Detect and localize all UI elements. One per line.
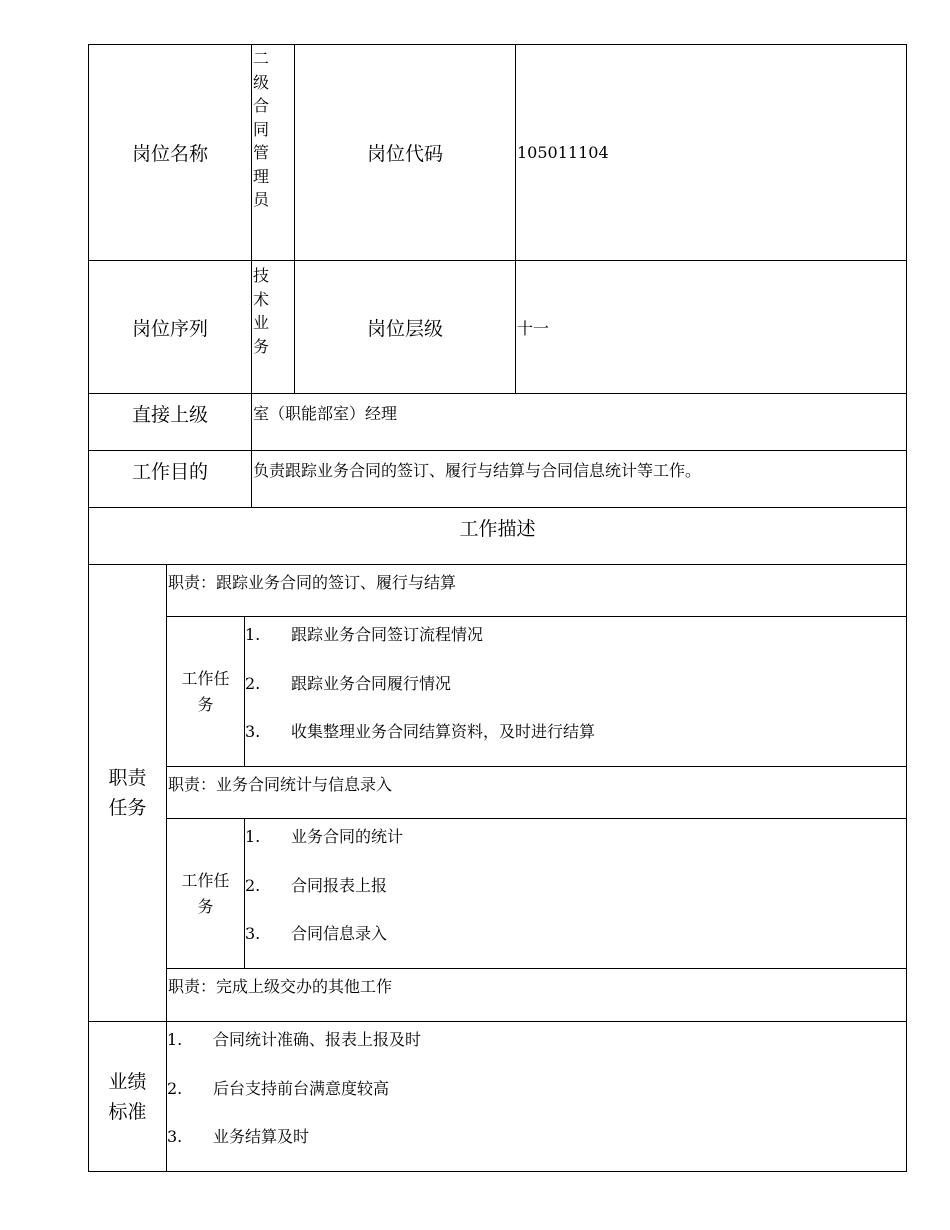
supervisor-label-text: 直接上级 — [131, 404, 208, 426]
list-item — [167, 1027, 421, 1050]
list-item-number: 1. — [245, 827, 261, 846]
list-item — [245, 824, 403, 847]
duty-2-title — [166, 766, 907, 819]
list-item-text: 后台支持前台满意度较高 — [213, 1079, 390, 1098]
performance-label — [88, 1021, 167, 1172]
duties-label-line1: 职责 — [108, 767, 147, 789]
description-title-text: 工作描述 — [459, 518, 536, 540]
position-name-value — [251, 44, 295, 261]
task-label-line1: 工作任 — [181, 870, 230, 890]
list-item-text: 收集整理业务合同结算资料，及时进行结算 — [291, 722, 596, 741]
list-item — [245, 873, 387, 896]
sequence-value — [251, 260, 295, 394]
purpose-label-text: 工作目的 — [131, 461, 208, 483]
list-item-number: 3. — [167, 1127, 183, 1146]
performance-label-line2: 标准 — [108, 1100, 147, 1123]
duty-2-task-list — [244, 818, 907, 969]
list-item-text: 跟踪业务合同履行情况 — [291, 674, 452, 693]
list-item-text: 合同报表上报 — [291, 876, 388, 895]
purpose-label — [88, 450, 252, 508]
task-label-line2: 务 — [197, 896, 214, 916]
duty-3-title — [166, 968, 907, 1022]
supervisor-label — [88, 393, 252, 451]
list-item — [245, 719, 595, 742]
list-item-number: 1. — [167, 1030, 183, 1049]
position-name-label — [88, 44, 252, 261]
list-item-number: 2. — [245, 876, 261, 895]
duty-2-title-text: 职责：业务合同统计与信息录入 — [168, 775, 393, 794]
purpose-value-text: 负责跟踪业务合同的签订、履行与结算与合同信息统计等工作。 — [253, 461, 702, 480]
duty-1-title-text: 职责：跟踪业务合同的签订、履行与结算 — [168, 573, 457, 592]
position-code-label — [294, 44, 516, 261]
list-item — [167, 1124, 309, 1147]
task-label-line1: 工作任 — [181, 668, 230, 688]
sequence-label — [88, 260, 252, 394]
sequence-label-text: 岗位序列 — [131, 317, 208, 340]
list-item-text: 合同信息录入 — [291, 924, 388, 943]
list-item-text: 业务结算及时 — [213, 1127, 310, 1146]
duty-1-task-label — [166, 616, 245, 767]
position-code-value-text: 105011104 — [517, 142, 609, 162]
purpose-value — [251, 450, 907, 508]
description-title — [88, 507, 907, 565]
performance-label-line1: 业绩 — [108, 1070, 147, 1093]
list-item-text: 业务合同的统计 — [291, 827, 404, 846]
level-value-text: 十一 — [517, 318, 550, 338]
duties-label — [88, 564, 167, 1022]
level-label-text: 岗位层级 — [366, 317, 443, 340]
list-item-number: 2. — [245, 674, 261, 693]
level-label — [294, 260, 516, 394]
position-name-label-text: 岗位名称 — [131, 143, 208, 165]
supervisor-value — [251, 393, 907, 451]
position-code-value — [515, 44, 907, 261]
duty-1-title — [166, 564, 907, 617]
level-value — [515, 260, 907, 394]
position-code-label-text: 岗位代码 — [366, 143, 443, 165]
job-description-table — [88, 44, 907, 1172]
duty-2-task-label — [166, 818, 245, 969]
supervisor-value-text: 室（职能部室）经理 — [253, 404, 398, 423]
task-label-line2: 务 — [197, 694, 214, 714]
list-item-number: 3. — [245, 924, 261, 943]
list-item — [245, 671, 451, 694]
position-name-value-text: 二级合同管理员 — [253, 49, 270, 209]
list-item-number: 1. — [245, 625, 261, 644]
duty-3-title-text: 职责：完成上级交办的其他工作 — [168, 977, 393, 996]
duties-label-line2: 任务 — [108, 797, 147, 819]
list-item-text: 跟踪业务合同签订流程情况 — [291, 625, 484, 644]
duty-1-task-list — [244, 616, 907, 767]
list-item — [245, 622, 483, 645]
list-item-number: 3. — [245, 722, 261, 741]
list-item-text: 合同统计准确、报表上报及时 — [213, 1030, 422, 1049]
list-item-number: 2. — [167, 1079, 183, 1098]
list-item — [167, 1076, 389, 1099]
sequence-value-text: 技术业务 — [253, 266, 270, 356]
list-item — [245, 921, 387, 944]
performance-list — [166, 1021, 907, 1172]
